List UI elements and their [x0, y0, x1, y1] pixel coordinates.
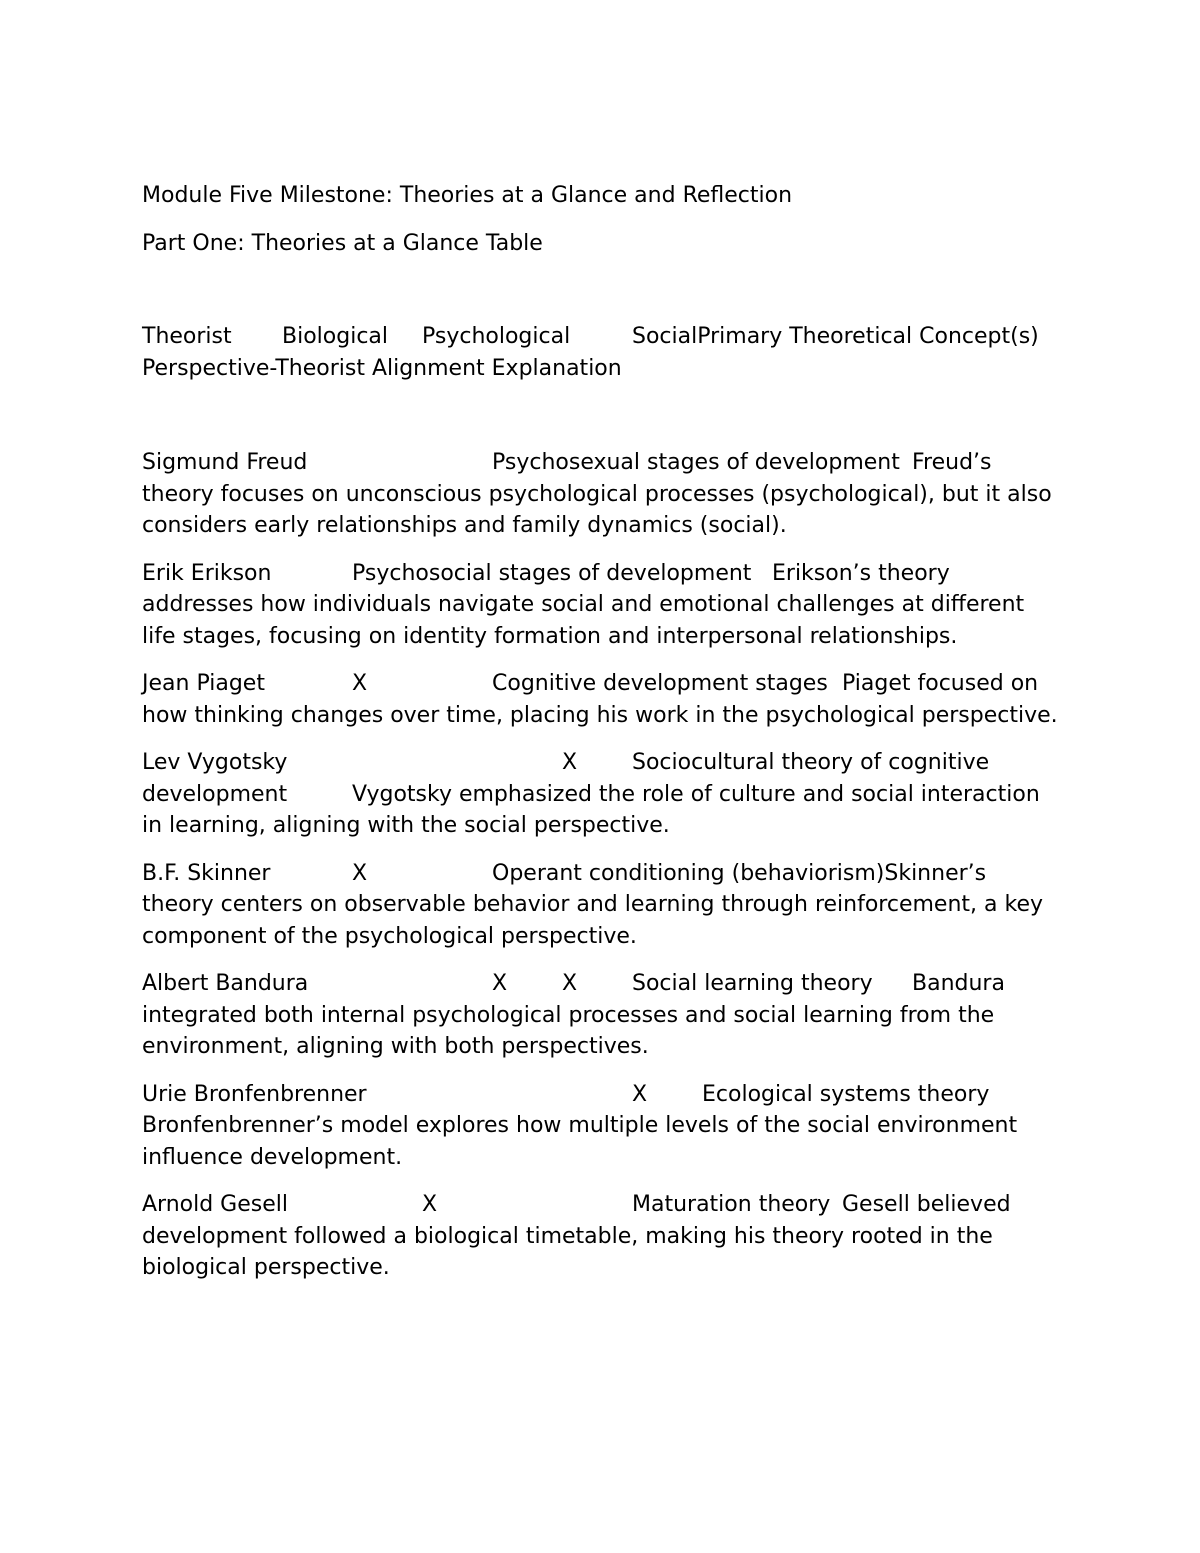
document-page	[142, 180, 1062, 1300]
theorist-row-skinner: B.F. Skinner X Operant conditioning (behaviorism)Skinner’s theory centers on observable behavior and learning through reinforcement, a key component of the psychological perspective.	[142, 860, 1051, 949]
theorist-row-freud: Sigmund Freud Psychosexual stages of development Freud’s theory focuses on unconscious psychological processes (psychological), but it also considers early relationships and family dynamics (social).	[142, 450, 1059, 538]
table-header-row: Theorist Biological Psychological SocialPrimary Theoretical Concept(s) Perspective-Theorist Alignment Explanation	[142, 324, 1052, 381]
document-subtitle: Part One: Theories at a Glance Table	[142, 230, 543, 256]
theorist-row-bandura: Albert Bandura X X Social learning theory Bandura integrated both internal psychological processes and social learning from the environment, aligning with both perspectives.	[142, 971, 1012, 1059]
theorist-row-bronfenbrenner: Urie Bronfenbrenner X Ecological systems theory Bronfenbrenner’s model explores how multiple levels of the social environment influence development.	[142, 1081, 1052, 1170]
document-title: Module Five Milestone: Theories at a Glance and Reflection	[142, 183, 793, 208]
theorist-row-gesell: Arnold Gesell X Maturation theory Gesell believed development followed a biological timetable, making his theory rooted in the biological perspective.	[142, 1192, 1018, 1280]
theorist-row-vygotsky: Lev Vygotsky X Sociocultural theory of cognitive development Vygotsky emphasized the role of culture and social interaction in learning, aligning with the social perspective.	[142, 750, 1047, 838]
theorist-row-piaget: Jean Piaget X Cognitive development stages Piaget focused on how thinking changes over time, placing his work in the psychological perspective.	[142, 671, 1058, 728]
theorist-row-erikson: Erik Erikson Psychosocial stages of development Erikson’s theory addresses how individuals navigate social and emotional challenges at different life stages, focusing on identity formation and interpersonal relationships.	[142, 560, 1032, 649]
